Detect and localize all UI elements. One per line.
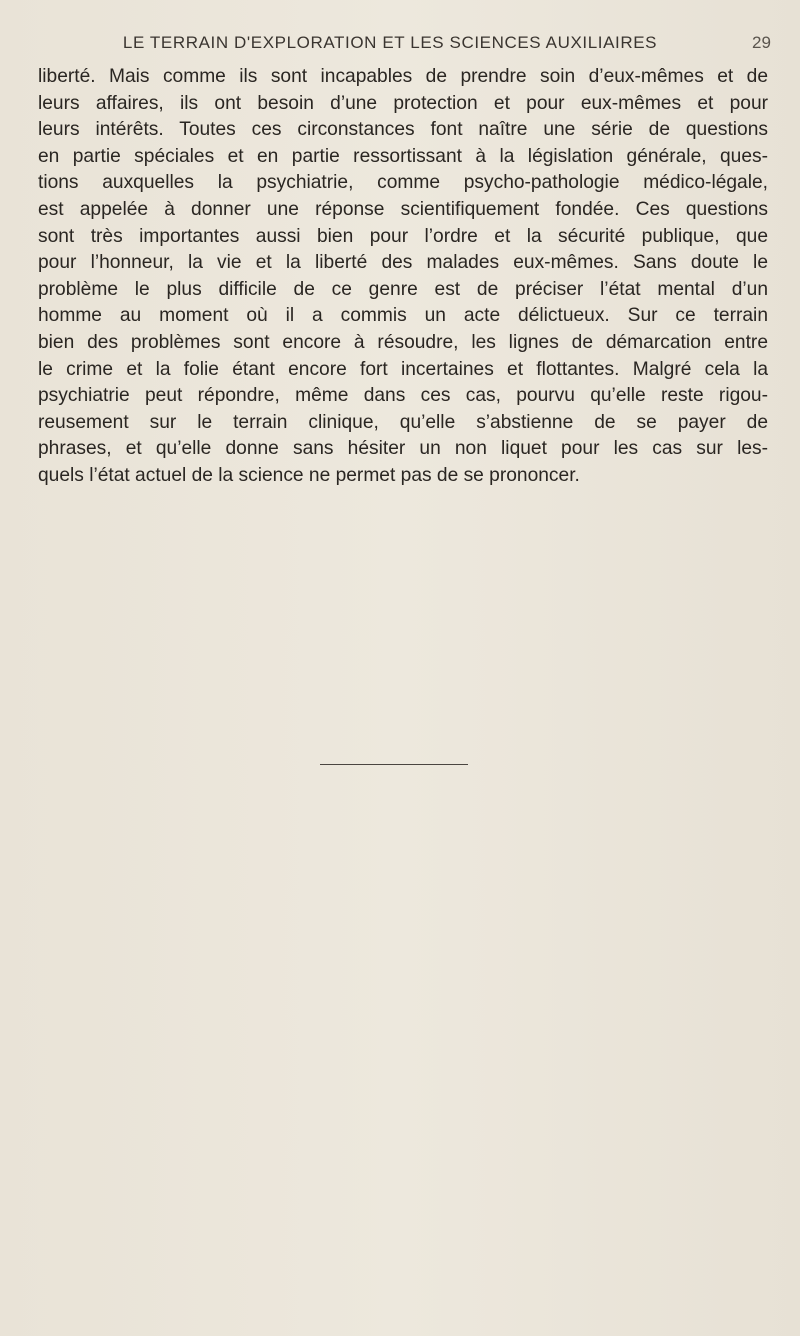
text-line: homme au moment où il a commis un acte délictueux. Sur ce terrain — [38, 305, 768, 327]
page-number: 29 — [752, 33, 771, 52]
text-line: leurs affaires, ils ont besoin d’une protection et pour eux-mêmes et pour — [38, 92, 768, 114]
text-line: tions auxquelles la psychiatrie, comme psycho-pathologie médico-légale, — [38, 172, 768, 194]
text-line: le crime et la folie étant encore fort incertaines et flottantes. Malgré cela la — [38, 358, 768, 380]
body-paragraph — [38, 64, 768, 490]
text-line: psychiatrie peut répondre, même dans ces cas, pourvu qu’elle reste rigou- — [38, 385, 768, 407]
text-line: en partie spéciales et en partie ressortissant à la législation générale, ques- — [38, 145, 768, 167]
section-divider — [320, 764, 468, 765]
text-line: bien des problèmes sont encore à résoudre, les lignes de démarcation entre — [38, 331, 768, 353]
text-line: sont très importantes aussi bien pour l’ordre et la sécurité publique, que — [38, 225, 768, 247]
text-line: pour l’honneur, la vie et la liberté des malades eux-mêmes. Sans doute le — [38, 252, 768, 274]
text-line: problème le plus difficile de ce genre est de préciser l’état mental d’un — [38, 278, 768, 300]
text-line: est appelée à donner une réponse scientifiquement fondée. Ces questions — [38, 198, 768, 220]
text-line: leurs intérêts. Toutes ces circonstances font naître une série de questions — [38, 119, 768, 141]
text-line: liberté. Mais comme ils sont incapables de prendre soin d’eux-mêmes et de — [38, 66, 768, 87]
text-line: phrases, et qu’elle donne sans hésiter un non liquet pour les cas sur les- — [38, 438, 768, 460]
text-line: reusement sur le terrain clinique, qu’elle s’abstienne de se payer de — [38, 411, 768, 433]
running-head: LE TERRAIN D'EXPLORATION ET LES SCIENCES AUXILIAIRES — [122, 33, 658, 52]
text-line: quels l’état actuel de la science ne permet pas de se prononcer. — [38, 464, 580, 486]
